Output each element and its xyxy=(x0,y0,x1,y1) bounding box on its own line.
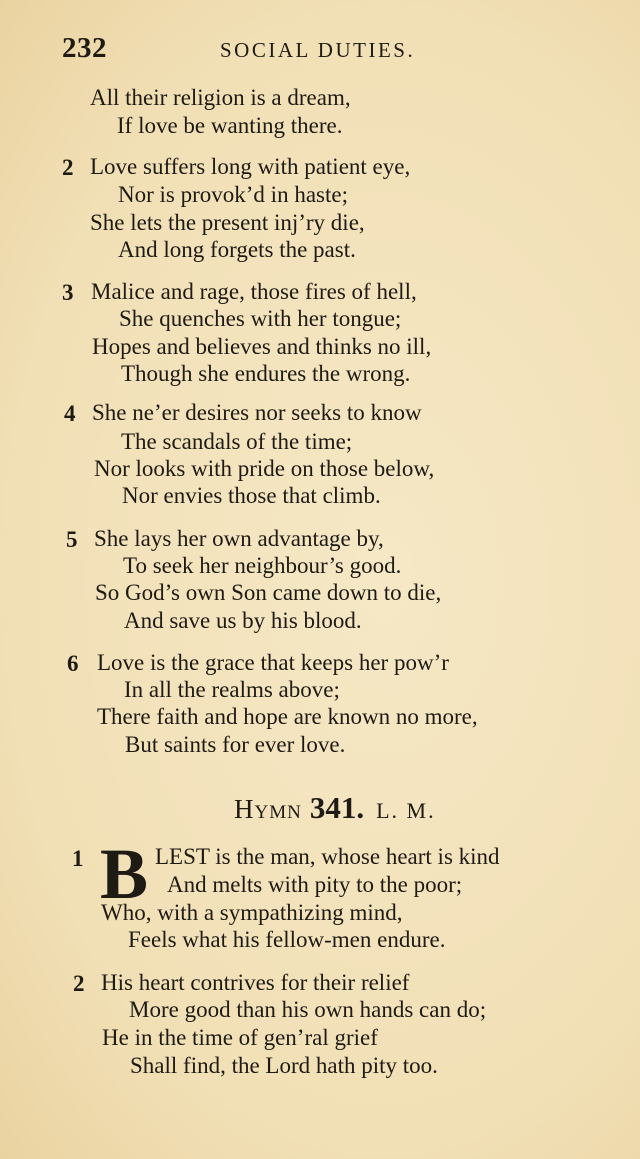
hymn-label: Hymn xyxy=(234,794,302,824)
stanza-number: 2 xyxy=(62,155,74,180)
verse-line: Feels what his fellow-men endure. xyxy=(128,927,446,952)
verse-line: In all the realms above; xyxy=(124,677,340,702)
verse-line: And melts with pity to the poor; xyxy=(167,872,463,897)
verse-line: Nor is provok’d in haste; xyxy=(118,182,348,207)
verse-line: Nor envies those that climb. xyxy=(122,483,381,508)
verse-line: Hopes and believes and thinks no ill, xyxy=(92,334,432,359)
verse-line: LEST is the man, whose heart is kind xyxy=(155,844,500,869)
stanza-number: 4 xyxy=(64,401,76,426)
running-title: SOCIAL DUTIES. xyxy=(220,38,416,62)
stanza-number: 6 xyxy=(67,651,79,676)
verse-line: Nor looks with pride on those below, xyxy=(94,456,435,481)
verse-line: But saints for ever love. xyxy=(125,732,346,757)
verse-line: He in the time of gen’ral grief xyxy=(102,1025,378,1050)
verse-line: Though she endures the wrong. xyxy=(121,361,411,386)
verse-line: And save us by his blood. xyxy=(124,608,362,633)
verse-line: To seek her neighbour’s good. xyxy=(123,553,402,578)
verse-line: She lets the present inj’ry die, xyxy=(90,210,365,235)
page-header xyxy=(62,32,582,72)
continuation-line: All their religion is a dream, xyxy=(90,85,351,110)
verse-line: Love is the grace that keeps her pow’r xyxy=(97,650,449,675)
hymn-meter: L. M. xyxy=(376,798,436,823)
stanza-number: 5 xyxy=(66,527,78,552)
verse-line: Love suffers long with patient eye, xyxy=(90,154,411,179)
drop-cap: B xyxy=(100,834,149,914)
verse-line: She ne’er desires nor seeks to know xyxy=(92,400,422,425)
verse-line: And long forgets the past. xyxy=(118,237,356,262)
hymn-number: 341. xyxy=(309,790,365,825)
verse-line: Malice and rage, those fires of hell, xyxy=(91,279,417,304)
verse-line: The scandals of the time; xyxy=(121,429,353,454)
page-number: 232 xyxy=(62,32,107,64)
continuation-line: If love be wanting there. xyxy=(117,113,343,138)
stanza-number: 1 xyxy=(72,846,84,871)
stanza-number: 2 xyxy=(73,971,85,996)
verse-line: There faith and hope are known no more, xyxy=(97,704,478,729)
verse-line: She lays her own advantage by, xyxy=(94,526,384,551)
verse-line: Who, with a sympathizing mind, xyxy=(101,900,403,925)
stanza-number: 3 xyxy=(62,280,74,305)
verse-line: So God’s own Son came down to die, xyxy=(95,580,442,605)
verse-line: Shall find, the Lord hath pity too. xyxy=(130,1053,438,1078)
verse-line: She quenches with her tongue; xyxy=(119,306,402,331)
hymn-title xyxy=(234,790,436,826)
verse-line: His heart contrives for their relief xyxy=(101,970,410,995)
verse-line: More good than his own hands can do; xyxy=(129,997,487,1022)
